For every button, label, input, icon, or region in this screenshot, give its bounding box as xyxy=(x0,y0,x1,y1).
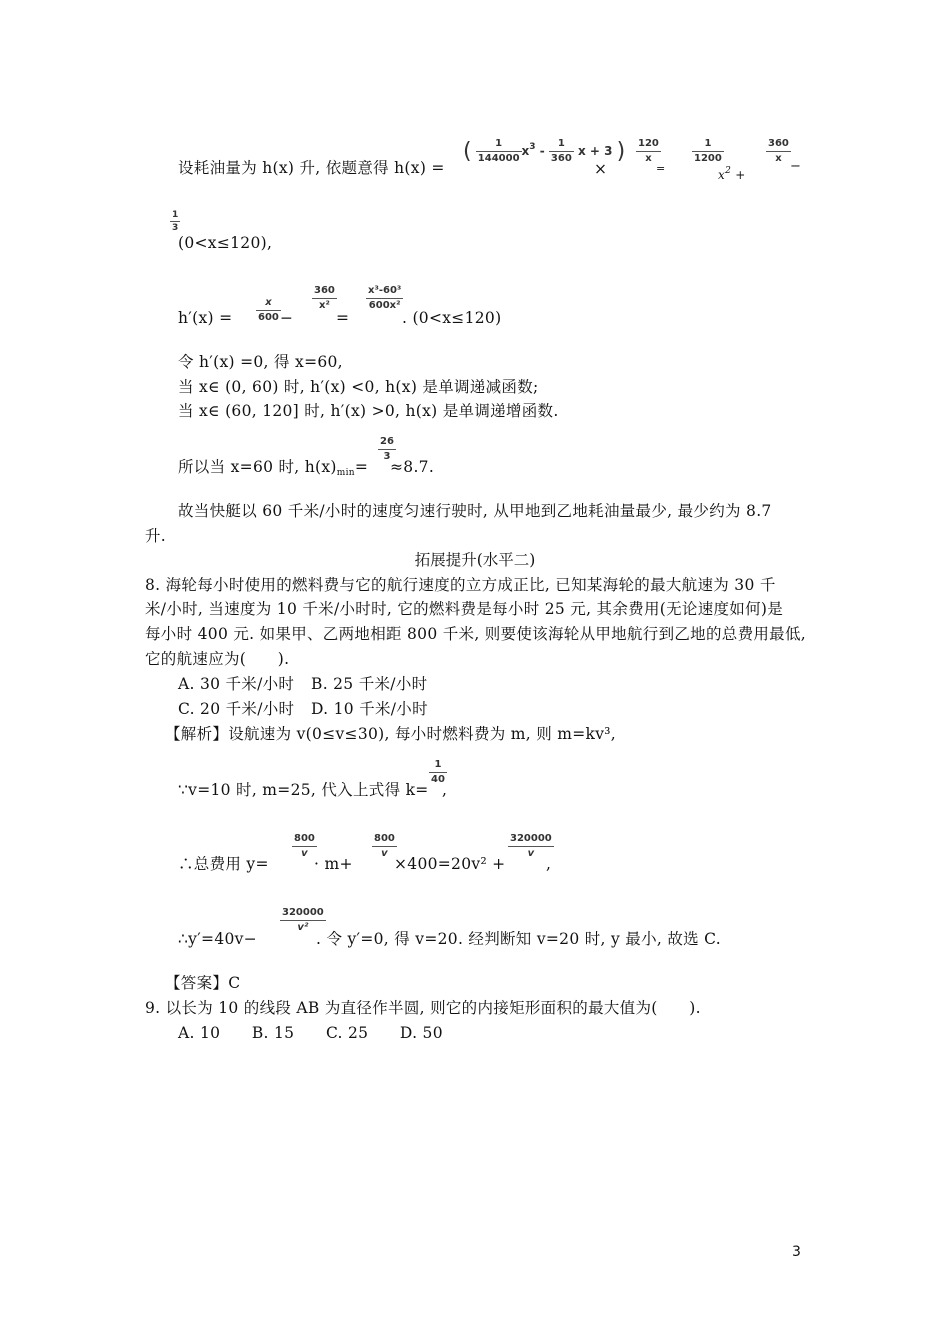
fraction-x3-minus-60-cubed: $\frac{\text{x³-60³}}{\text{600x²}}$ xyxy=(368,285,402,311)
fraction-x-over-600: $\frac{x}{600}$ xyxy=(258,297,279,323)
step-set-derivative-zero: 令 h′(x) =0, 得 x=60, xyxy=(178,353,343,371)
fraction-1-over-40: $\frac{1}{40}$ xyxy=(431,759,445,785)
conclusion-line-1: 故当快艇以 60 千米/小时的速度匀速行驶时, 从甲地到乙地耗油量最少, 最少约为 8.7 xyxy=(178,502,772,520)
fraction-1-144000: $\frac{1}{144000}$ xyxy=(477,138,520,164)
q8-analysis-line-2: ∵v=10 时, m=25, 代入上式得 k= xyxy=(178,781,429,799)
q8-line-1: 8. 海轮每小时使用的燃料费与它的航行速度的立方成正比, 已知某海轮的最大航速为 30 千 xyxy=(145,576,776,594)
fraction-800-over-v-1: $\frac{800}{v}$ xyxy=(294,833,315,859)
fraction-26-over-3: $\frac{26}{3}$ xyxy=(380,436,394,462)
comma: , xyxy=(546,855,552,873)
derivative-equals: = xyxy=(336,309,350,327)
q8-option-c: C. 20 千米/小时 xyxy=(178,700,295,718)
hx-cubic-expression: ( $\frac{1}{144000}$ $x^3$ - $\frac{1}{360}$ x + 3 ) xyxy=(463,138,626,164)
fraction-1-over-1200: $\frac{1}{1200}$ xyxy=(694,138,722,164)
times-400-term: ×400=20v² + xyxy=(394,855,506,873)
q8-line-3: 每小时 400 元. 如果甲、乙两地相距 800 千米, 则要使该海轮从甲地航行到乙地的总费用最低, xyxy=(145,625,807,643)
derivative-domain: . (0<x≤120) xyxy=(402,309,502,327)
total-cost-lhs: ∴总费用 y= xyxy=(178,855,269,873)
times-sign: × xyxy=(594,160,608,178)
q8-line-4: 它的航速应为( ). xyxy=(145,650,290,668)
conclusion-line-2: 升. xyxy=(145,527,167,545)
fraction-320000-over-v-squared: $\frac{320000}{\text{v²}}$ xyxy=(282,907,324,933)
fraction-120-over-x: $\frac{120}{x}$ xyxy=(638,138,659,164)
fraction-800-over-v-2: $\frac{800}{v}$ xyxy=(374,833,395,859)
fraction-1-over-3: $\frac{1}{3}$ xyxy=(172,210,179,233)
step-decreasing: 当 x∈ (0, 60) 时, h′(x) <0, h(x) 是单调递减函数; xyxy=(178,378,539,396)
x-squared-term: $x^2$ + xyxy=(718,166,746,182)
y-derivative-conclusion: . 令 y′=0, 得 v=20. 经判断知 v=20 时, y 最小, 故选 C. xyxy=(316,930,721,948)
q8-answer: 【答案】C xyxy=(165,974,241,992)
q8-analysis-line-1: 【解析】设航速为 v(0≤v≤30), 每小时燃料费为 m, 则 m=kv³, xyxy=(165,725,617,743)
q9-line-1: 9. 以长为 10 的线段 AB 为直径作半圆, 则它的内接矩形面积的最大值为( ). xyxy=(145,999,701,1017)
fraction-360-over-x-squared: $\frac{360}{\text{x²}}$ xyxy=(314,285,335,311)
comma: , xyxy=(442,781,448,799)
equals-sign: = xyxy=(656,162,666,175)
fraction-360-over-x: $\frac{360}{x}$ xyxy=(768,138,789,164)
fraction-320000-over-v: $\frac{320000}{v}$ xyxy=(510,833,552,859)
derivative-minus: − xyxy=(280,309,294,327)
q8-option-b: B. 25 千米/小时 xyxy=(311,675,428,693)
minus-sign: − xyxy=(790,159,802,174)
q8-option-a: A. 30 千米/小时 xyxy=(178,675,295,693)
section-title: 拓展提升(水平二) xyxy=(414,551,536,569)
q8-line-2: 米/小时, 当速度为 10 千米/小时时, 它的燃料费是每小时 25 元, 其余费用(无论速度如何)是 xyxy=(145,600,784,618)
q8-option-d: D. 10 千米/小时 xyxy=(311,700,428,718)
dot-m-plus: · m+ xyxy=(314,855,353,873)
hx-definition-text: 设耗油量为 h(x) 升, 依题意得 h(x) = xyxy=(178,159,445,177)
y-derivative-lhs: ∴y′=40v− xyxy=(178,930,257,948)
fraction-1-360: $\frac{1}{360}$ xyxy=(550,138,572,164)
page-number: 3 xyxy=(792,1244,801,1260)
q9-options: A. 10 B. 15 C. 25 D. 50 xyxy=(178,1024,443,1042)
step-increasing: 当 x∈ (60, 120] 时, h′(x) >0, h(x) 是单调递增函数. xyxy=(178,402,559,420)
domain-0-120: (0<x≤120), xyxy=(178,234,273,252)
minimum-text: 所以当 x=60 时, $h(x)_{min}=$ xyxy=(178,458,369,478)
derivative-lhs: h′(x) = xyxy=(178,309,233,327)
minimum-approx: ≈8.7. xyxy=(390,458,435,476)
